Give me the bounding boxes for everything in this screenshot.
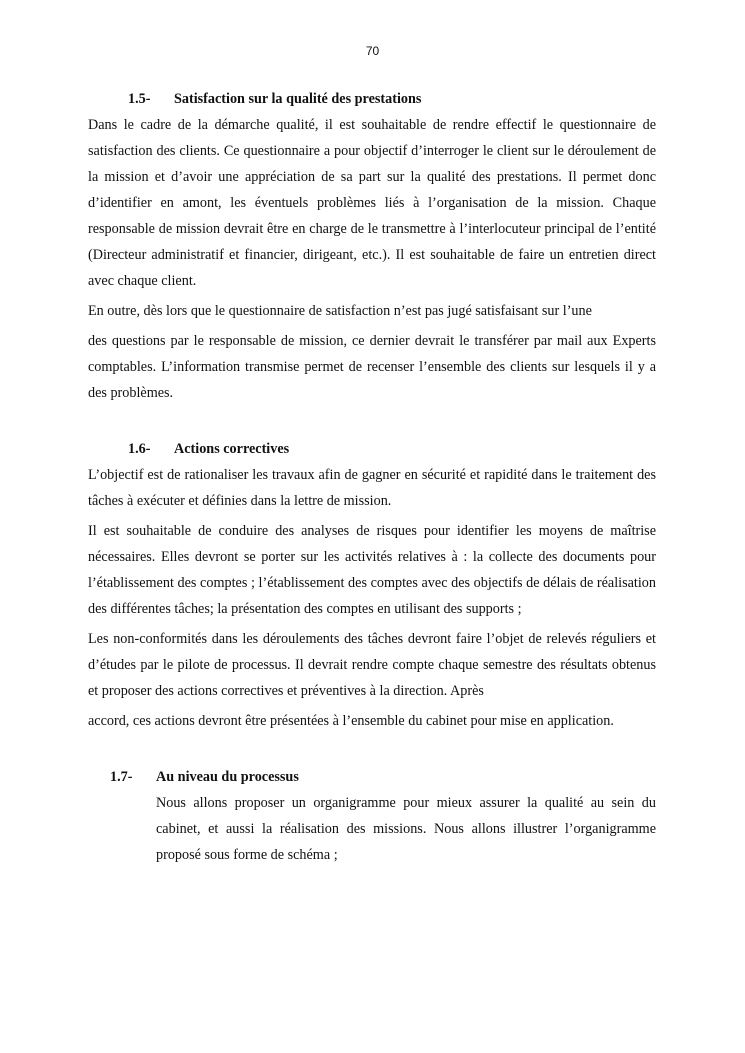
- document-body: [88, 86, 656, 872]
- paragraph: L’objectif est de rationaliser les travaux afin de gagner en sécurité et rapidité dans le traitement des tâches à exécuter et définies dans la lettre de mission.: [88, 467, 656, 509]
- paragraph: Les non-conformités dans les déroulements des tâches devront faire l’objet de relevés réguliers et d’études par le pilote de processus. Il devrait rendre compte chaque semestre des résultats obtenus et proposer des actions correctives et préventives à la direction. Après: [88, 631, 656, 699]
- section-heading-1-7: [88, 764, 656, 790]
- section-number: 1.7-: [110, 769, 133, 785]
- section-heading-1-6: [88, 436, 656, 462]
- section-title: Satisfaction sur la qualité des prestations: [174, 91, 422, 107]
- paragraph: accord, ces actions devront être présentées à l’ensemble du cabinet pour mise en application.: [88, 713, 614, 729]
- page-number: 70: [365, 44, 380, 58]
- paragraph: Il est souhaitable de conduire des analyses de risques pour identifier les moyens de maîtrise nécessaires. Elles devront se porter sur les activités relatives à : la collecte des documents pour l’établissement des comptes ; l’établissement des comptes avec des objectifs de délais de réalisation des différentes tâches; la présentation des comptes en utilisant des supports ;: [88, 523, 656, 617]
- section-number: 1.5-: [128, 91, 151, 107]
- section-title: Actions correctives: [174, 441, 290, 457]
- section-number: 1.6-: [128, 441, 151, 457]
- paragraph: En outre, dès lors que le questionnaire de satisfaction n’est pas jugé satisfaisant sur l’une: [88, 303, 592, 319]
- section-title: Au niveau du processus: [156, 769, 299, 785]
- paragraph: Nous allons proposer un organigramme pour mieux assurer la qualité au sein du cabinet, et aussi la réalisation des missions. Nous allons illustrer l’organigramme proposé sous forme de schéma ;: [156, 795, 656, 863]
- section-heading-1-5: [88, 86, 656, 112]
- paragraph: des questions par le responsable de mission, ce dernier devrait le transférer par mail aux Experts comptables. L’information transmise permet de recenser l’ensemble des clients sur lesquels il y a des problèmes.: [88, 333, 656, 401]
- paragraph: Dans le cadre de la démarche qualité, il est souhaitable de rendre effectif le questionnaire de satisfaction des clients. Ce questionnaire a pour objectif d’interroger le client sur le déroulement de la mission et d’avoir une appréciation de sa part sur la qualité des prestations. Il permet donc d’identifier en amont, les éventuels problèmes liés à l’organisation de la mission. Chaque responsable de mission devrait être en charge de le transmettre à l’interlocuteur principal de l’entité (Directeur administratif et financier, dirigeant, etc.). Il est souhaitable de faire un entretien direct avec chaque client.: [88, 117, 656, 289]
